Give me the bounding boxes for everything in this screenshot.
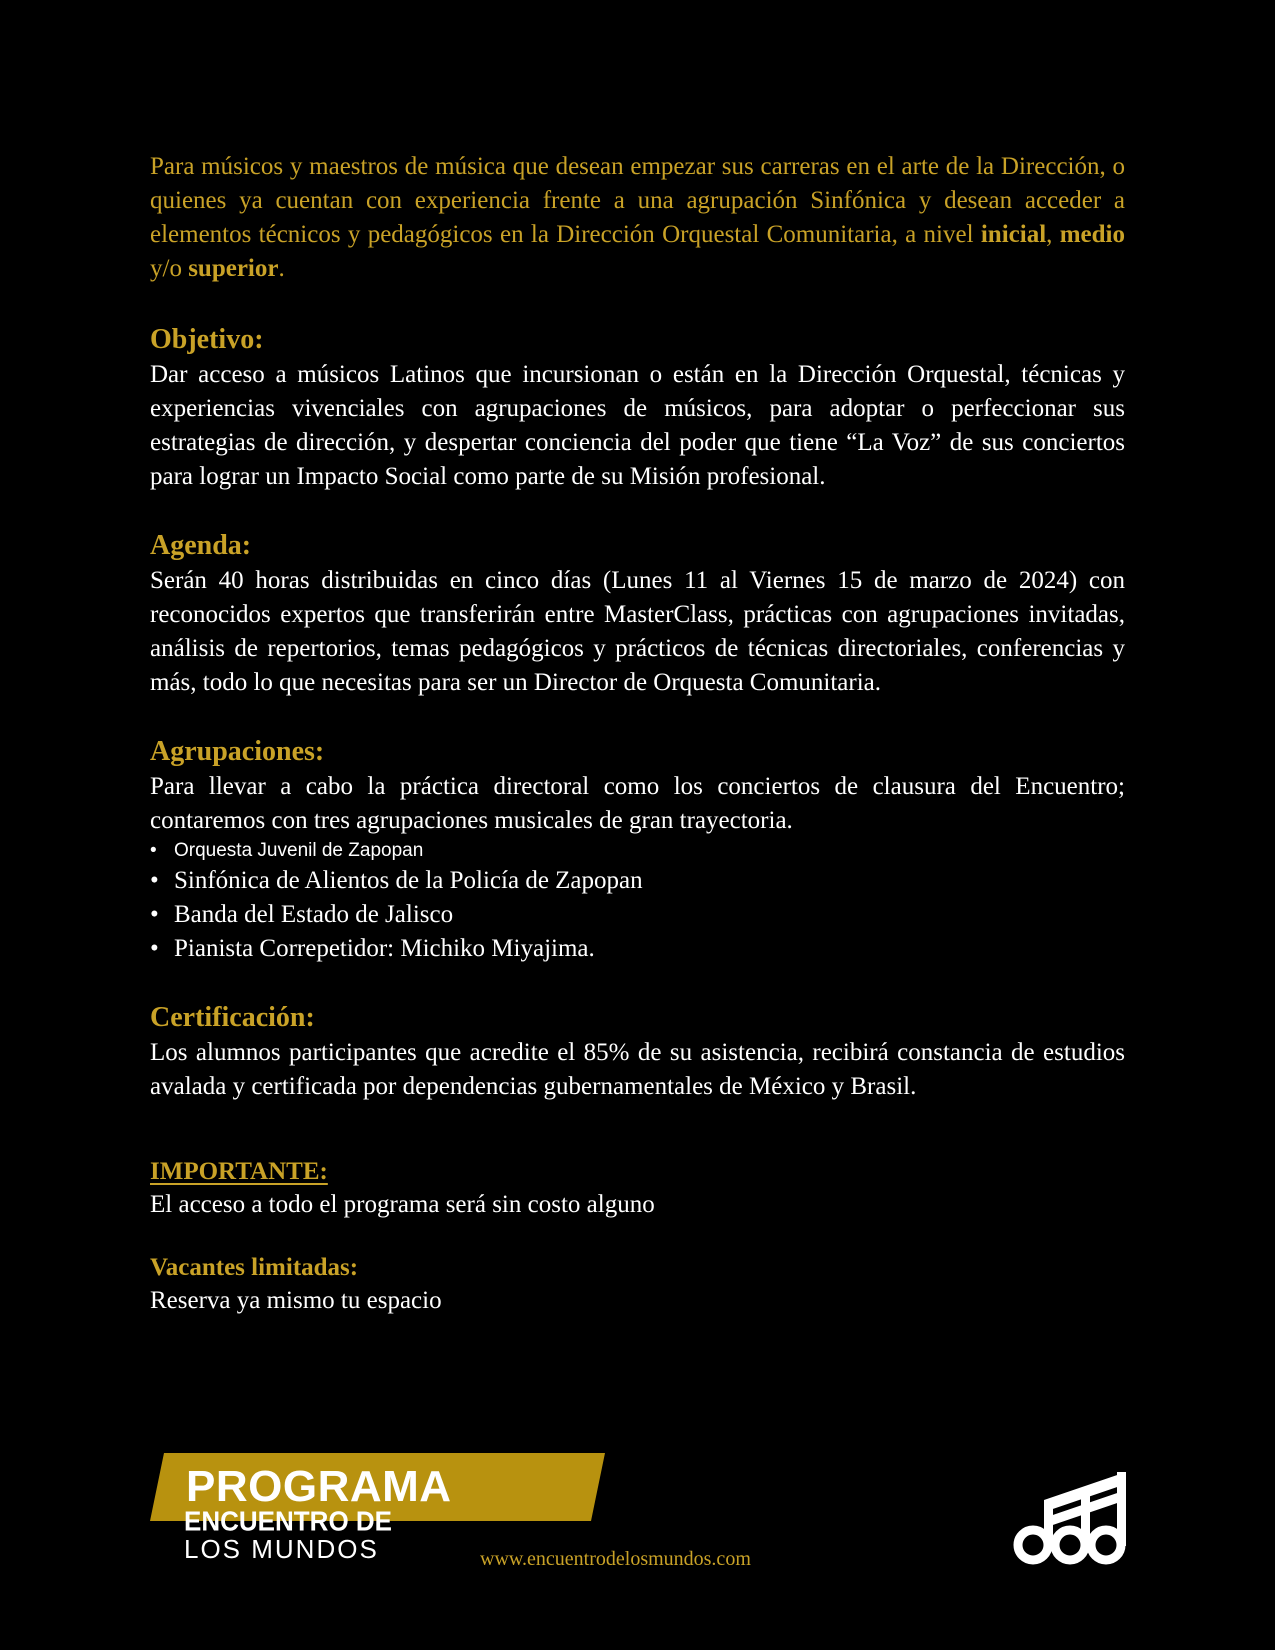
- intro-text: Para músicos y maestros de música que desean empezar sus carreras en el arte de la Dirección, o quienes ya cuentan con experiencia frente a una agrupación Sinfónica y desean acceder a elementos técnicos y pedagógicos en la Dirección Orquestal Comunitaria, a nivel: [150, 153, 1125, 248]
- music-notes-logo-icon: [1010, 1470, 1130, 1570]
- objetivo-body: Dar acceso a músicos Latinos que incursionan o están en la Dirección Orquestal, técnicas y experiencias vivenciales con agrupaciones de músicos, para adoptar o perfeccionar sus estrategias de dirección, y despertar conciencia del poder que tiene “La Voz” de sus conciertos para lograr un Impacto Social como parte de su Misión profesional.: [150, 361, 1125, 490]
- certificacion-title: Certificación:: [150, 1002, 315, 1033]
- intro-end: .: [278, 255, 285, 282]
- vacantes-title: Vacantes limitadas:: [150, 1254, 359, 1281]
- bullet-icon: •: [150, 935, 159, 962]
- intro-separator: ,: [1046, 221, 1060, 248]
- importante-title: IMPORTANTE:: [150, 1158, 328, 1185]
- level-medio: medio: [1059, 221, 1125, 248]
- document-content: [150, 150, 1125, 1318]
- level-inicial: inicial: [980, 221, 1047, 248]
- bullet-icon: •: [150, 840, 157, 861]
- banner-label: PROGRAMA: [186, 1462, 452, 1511]
- list-item-text: Banda del Estado de Jalisco: [174, 901, 454, 928]
- logo-line-2: LOS MUNDOS: [184, 1534, 379, 1564]
- objetivo-title: Objetivo:: [150, 324, 264, 355]
- vacantes-body: Reserva ya mismo tu espacio: [150, 1287, 442, 1314]
- intro-separator: y/o: [150, 255, 189, 282]
- list-item-text: Orquesta Juvenil de Zapopan: [174, 840, 424, 861]
- objetivo-section: [150, 322, 1125, 494]
- list-item-text: Pianista Correpetidor: Michiko Miyajima.: [174, 935, 595, 962]
- list-item: [150, 932, 1125, 966]
- agenda-section: [150, 528, 1125, 700]
- list-item: [150, 838, 1125, 864]
- website-link[interactable]: www.encuentrodelosmundos.com: [480, 1548, 751, 1570]
- intro-paragraph: [150, 150, 1125, 286]
- certificacion-body: Los alumnos participantes que acredite el 85% de su asistencia, recibirá constancia de estudios avalada y certificada por dependencias gubernamentales de México y Brasil.: [150, 1039, 1125, 1100]
- bullet-icon: •: [150, 867, 159, 894]
- importante-body: El acceso a todo el programa será sin costo alguno: [150, 1191, 655, 1218]
- encuentro-logo: [184, 1505, 393, 1564]
- importante-section: [150, 1156, 1125, 1222]
- list-item-text: Sinfónica de Alientos de la Policía de Zapopan: [174, 867, 643, 894]
- list-item: [150, 864, 1125, 898]
- bullet-icon: •: [150, 901, 159, 928]
- list-item: [150, 898, 1125, 932]
- logo-line-1: ENCUENTRO DE: [184, 1505, 393, 1537]
- level-superior: superior: [188, 255, 279, 282]
- certificacion-section: [150, 1000, 1125, 1104]
- agrupaciones-title: Agrupaciones:: [150, 736, 325, 767]
- agrupaciones-section: [150, 734, 1125, 966]
- vacantes-section: [150, 1252, 1125, 1318]
- agenda-body: Serán 40 horas distribuidas en cinco días (Lunes 11 al Viernes 15 de marzo de 2024) con reconocidos expertos que transferirán entre MasterClass, prácticas con agrupaciones invitadas, análisis de repertorios, temas pedagógicos y prácticos de técnicas directoriales, conferencias y más, todo lo que necesitas para ser un Director de Orquesta Comunitaria.: [150, 567, 1125, 696]
- agrupaciones-body: Para llevar a cabo la práctica directoral como los conciertos de clausura del Encuentro; contaremos con tres agrupaciones musicales de gran trayectoria.: [150, 773, 1125, 834]
- agrupaciones-list: [150, 838, 1125, 966]
- agenda-title: Agenda:: [150, 530, 252, 561]
